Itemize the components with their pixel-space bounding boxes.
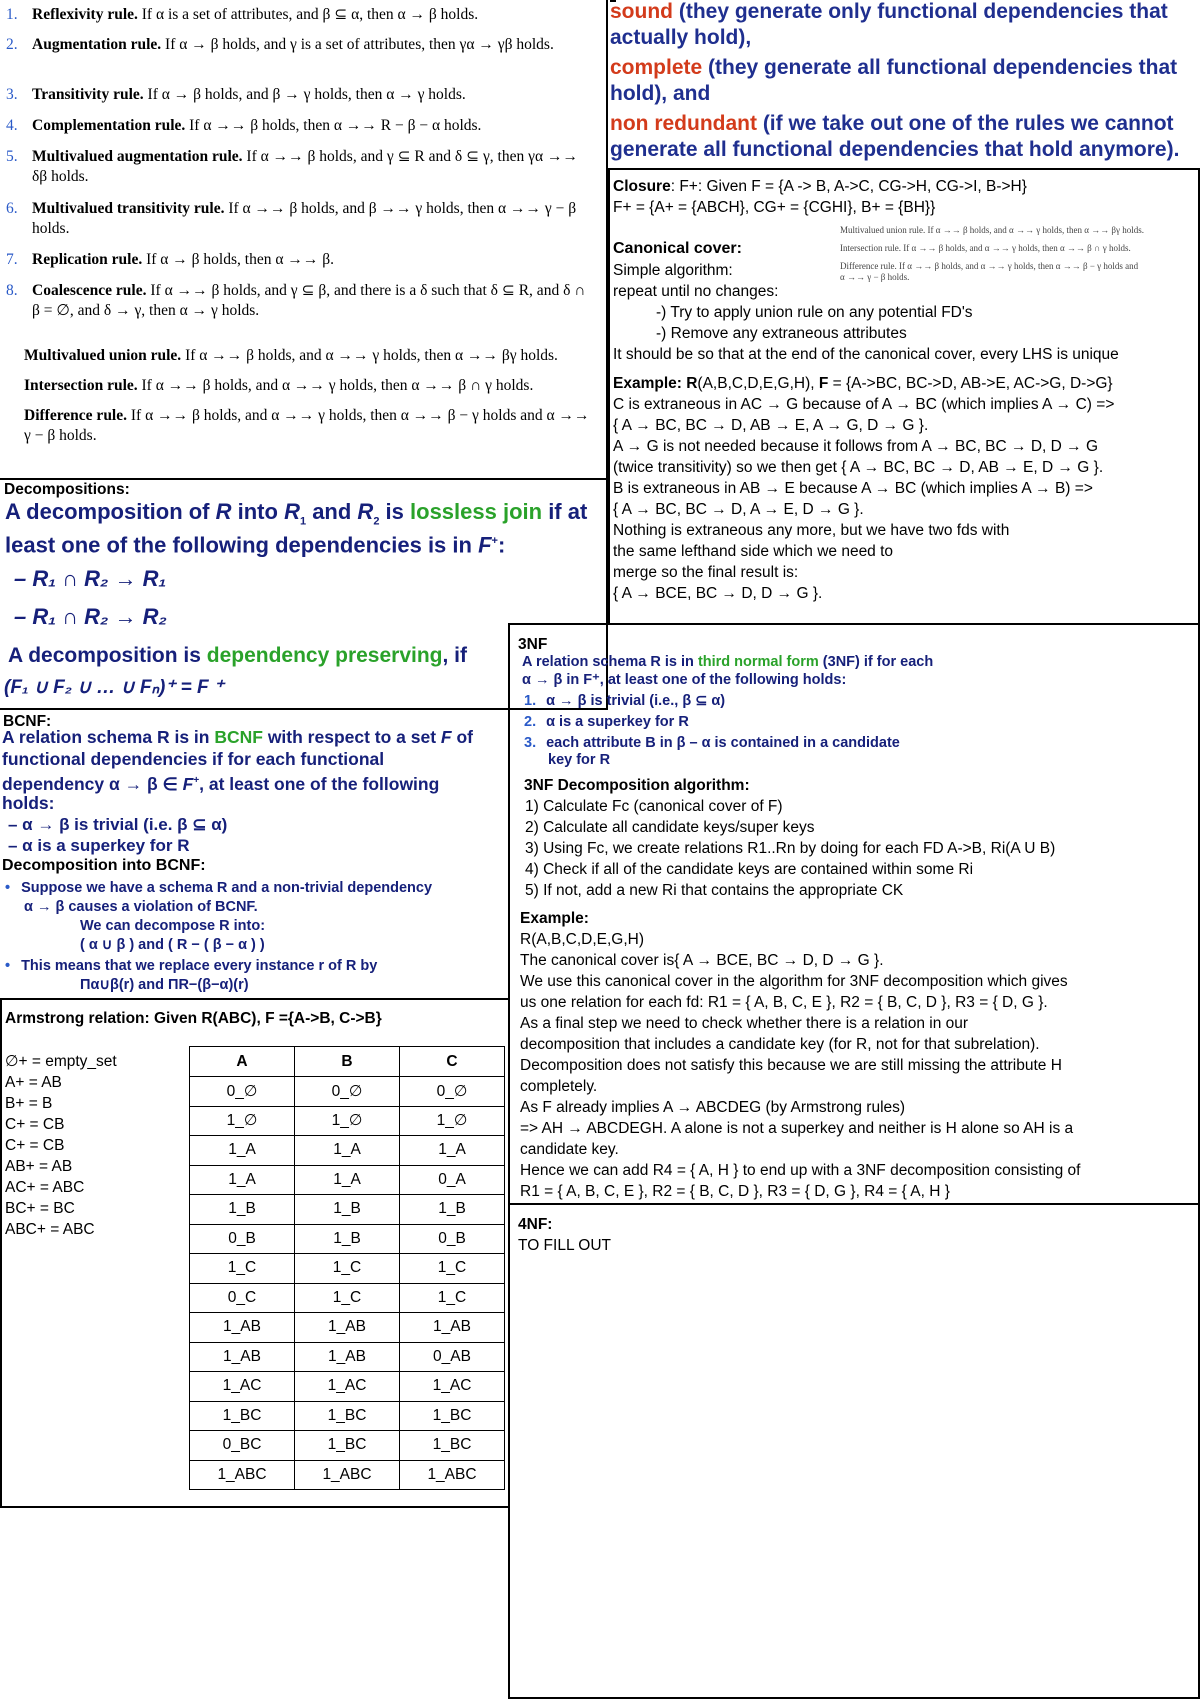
example-line: C is extraneous in AC → G because of A → BC (which implies A → C) =>	[613, 396, 1115, 413]
text-fragment: A decomposition is	[8, 644, 207, 667]
complete-label: complete	[610, 56, 703, 79]
example-line: Decomposition does not satisfy this because we are still missing the attribute H	[520, 1057, 1062, 1074]
table-row	[190, 1372, 505, 1402]
closure-line: C+ = CB	[5, 1137, 65, 1154]
rule-text: If α →→ β holds, and γ ⊆ β, and there is a δ such that δ ⊆ R, and δ ∩ β = ∅, and δ → γ, then α → γ holds.	[32, 282, 586, 319]
table-row	[190, 1460, 505, 1490]
closure-line: ABC+ = ABC	[5, 1221, 95, 1238]
table-cell: 1_C	[190, 1254, 295, 1284]
example-line: completely.	[520, 1078, 598, 1095]
lhs-unique-note: It should be so that at the end of the canonical cover, every LHS is unique	[613, 346, 1119, 363]
bcnf-decomposition-formula: ( α ∪ β ) and ( R − ( β − α ) )	[80, 937, 265, 953]
closure-line: B+ = B	[5, 1095, 53, 1112]
armstrong-title: Armstrong relation: Given R(ABC), F ={A->B, C->B}	[5, 1010, 382, 1027]
bullet-icon: •	[5, 880, 11, 896]
3nf-algorithm-title: 3NF Decomposition algorithm:	[524, 777, 750, 794]
example-line: R(A,B,C,D,E,G,H)	[520, 931, 645, 948]
table-header: C	[400, 1047, 505, 1077]
table-row	[190, 1313, 505, 1343]
4nf-body: TO FILL OUT	[518, 1237, 612, 1254]
table-cell: 1_A	[400, 1136, 505, 1166]
rule-name: Difference rule.	[24, 407, 127, 424]
table-cell: 1_B	[400, 1195, 505, 1225]
table-row	[190, 1195, 505, 1225]
rule-text: If α is a set of attributes, and β ⊆ α, then α → β holds.	[141, 6, 479, 23]
bcnf-bullet-text: α → β causes a violation of BCNF.	[24, 899, 258, 915]
bullet-icon: •	[5, 958, 11, 974]
rule-name: Multivalued transitivity rule.	[32, 200, 225, 217]
table-cell: 1_BC	[190, 1401, 295, 1431]
rule-text: If α →→ β holds, and γ ⊆ R and δ ⊆ γ, then γα →→ δβ holds.	[32, 148, 578, 185]
example-result: R1 = { A, B, C, E }, R2 = { B, C, D }, R3 = { D, G }, R4 = { A, H }	[520, 1183, 950, 1200]
rule-text: If α →→ β holds, then α →→ R − β − α holds.	[189, 117, 482, 134]
4nf-panel	[508, 1203, 1200, 1699]
text-fragment: 1.	[524, 693, 537, 709]
simple-algorithm-label: Simple algorithm:	[613, 262, 733, 279]
rule-name: Transitivity rule.	[32, 86, 144, 103]
table-row	[190, 1077, 505, 1107]
text-fragment: is in	[169, 727, 215, 747]
example-line: { A → BC, BC → D, A → E, D → G }.	[613, 501, 864, 518]
table-row	[190, 1254, 505, 1284]
bcnf-term: BCNF	[214, 727, 263, 747]
example-line: We use this canonical cover in the algorithm for 3NF decomposition which gives	[520, 973, 1068, 990]
tiny-rule-text: Intersection rule. If α →→ β holds, and α →→ γ holds, then α →→ β ∩ γ holds.	[840, 243, 1131, 253]
example-line: As F already implies A → ABCDEG (by Armstrong rules)	[520, 1099, 906, 1116]
text-fragment: A relation schema R is in	[522, 654, 698, 670]
bcnf-def-line: functional dependencies if for each functional	[2, 749, 385, 769]
text-fragment: F	[478, 532, 492, 558]
table-cell: 1_ABC	[400, 1460, 505, 1490]
text-fragment: (3NF) if for each	[818, 654, 934, 670]
example-line: => AH → ABCDEGH. A alone is not a superkey and neither is H alone so AH is a	[520, 1120, 1074, 1137]
non-redundant-label: non redundant	[610, 112, 757, 135]
example-label: Example:	[613, 375, 682, 392]
example-line: B is extraneous in AB → E because A → BC (which implies A → B) =>	[613, 480, 1093, 497]
rule-name: Multivalued union rule.	[24, 347, 182, 364]
rule-text: If α →→ β holds, and α →→ γ holds, then α →→ β − γ holds and α →→ γ − β holds.	[24, 407, 590, 444]
example-line: As a final step we need to check whether there is a relation in our	[520, 1015, 969, 1032]
table-cell: 1_∅	[190, 1106, 295, 1136]
rule-number: 4.	[6, 117, 18, 134]
table-cell: 1_AB	[295, 1313, 400, 1343]
bcnf-panel	[0, 710, 510, 1000]
algorithm-step: -) Remove any extraneous attributes	[656, 325, 907, 342]
table-row	[190, 1431, 505, 1461]
text-fragment: each attribute B in β – α is contained in a candidate	[546, 735, 900, 751]
table-cell: 0_B	[400, 1224, 505, 1254]
non-redundant-text: (if we take out one of the rules we cannot	[756, 112, 1174, 135]
dependency-preserving-formula: (F₁ ∪ F₂ ∪ … ∪ Fₙ)⁺ = F ⁺	[4, 677, 224, 698]
table-cell: 1_BC	[400, 1401, 505, 1431]
table-cell: 0_A	[400, 1165, 505, 1195]
example-line: merge so the final result is:	[613, 564, 799, 581]
example-line: { A → BC, BC → D, AB → E, A → G, D → G }.	[613, 417, 929, 434]
table-cell: 1_A	[295, 1165, 400, 1195]
example-r: R	[681, 375, 698, 392]
rule-name: Replication rule.	[32, 251, 143, 268]
text-fragment: and	[306, 499, 358, 524]
sound-label: sound	[610, 0, 673, 23]
example-schema: (A,B,C,D,E,G,H),	[697, 375, 819, 392]
example-line: Nothing is extraneous any more, but we have two fds with	[613, 522, 1010, 539]
canonical-cover-title: Canonical cover:	[613, 240, 742, 257]
rule-name: Augmentation rule.	[32, 36, 162, 53]
4nf-title: 4NF:	[518, 1216, 553, 1233]
rule-text: If α →→ β holds, and α →→ γ holds, then α →→ β ∩ γ holds.	[141, 377, 534, 394]
rule-number: 5.	[6, 148, 18, 165]
table-cell: 1_∅	[295, 1106, 400, 1136]
example-line: (twice transitivity) so we then get { A → BC, BC → D, AB → E, D → G }.	[613, 459, 1104, 476]
complete-text: (they generate all functional dependencies that	[702, 56, 1178, 79]
closure-label: Closure	[613, 178, 671, 195]
rule-name: Multivalued augmentation rule.	[32, 148, 243, 165]
example-fds: = {A->BC, BC->D, AB->E, AC->G, D->G}	[828, 375, 1113, 392]
example-line: candidate key.	[520, 1141, 619, 1158]
table-cell: 1_∅	[400, 1106, 505, 1136]
table-cell: 0_AB	[400, 1342, 505, 1372]
table-cell: 1_BC	[295, 1431, 400, 1461]
bcnf-def-line: holds:	[2, 793, 55, 813]
bcnf-condition: – α is a superkey for R	[8, 836, 190, 855]
non-redundant-text-2: generate all functional dependencies that hold anymore).	[610, 138, 1180, 161]
text-fragment: α is a superkey for R	[546, 714, 689, 730]
rule-text: If α → β holds, and β → γ holds, then α → γ holds.	[147, 86, 466, 103]
text-fragment: R	[215, 499, 232, 524]
text-fragment: +	[491, 535, 498, 547]
table-cell: 1_ABC	[295, 1460, 400, 1490]
text-fragment: Suppose we have a schema R and a non-trivial dependency	[21, 880, 433, 896]
rule-text: If α →→ β holds, and β →→ γ holds, then α →→ γ − β holds.	[32, 200, 577, 237]
table-cell: 1_AB	[400, 1313, 505, 1343]
table-cell: 0_∅	[190, 1077, 295, 1107]
example-line: the same lefthand side which we need to	[613, 543, 894, 560]
3nf-def-line: α → β in F⁺, at least one of the following holds:	[522, 672, 847, 688]
table-row	[190, 1401, 505, 1431]
3nf-example-title: Example:	[520, 910, 589, 927]
bcnf-title: BCNF:	[3, 713, 52, 730]
table-cell: 1_BC	[400, 1431, 505, 1461]
table-header: B	[295, 1047, 400, 1077]
text-fragment: least one of the following dependencies is in	[5, 532, 479, 558]
table-cell: 1_AB	[295, 1342, 400, 1372]
text-fragment: of	[451, 727, 474, 747]
text-fragment: F	[182, 773, 194, 794]
tiny-rule-text: α →→ γ − β holds.	[840, 272, 910, 282]
rule-name: Reflexivity rule.	[32, 6, 138, 23]
text-fragment: , at least one of the following	[199, 773, 440, 794]
example-line: Hence we can add R4 = { A, H } to end up with a 3NF decomposition consisting of	[520, 1162, 1081, 1179]
text-fragment: R	[156, 727, 170, 747]
text-fragment: if at	[542, 499, 588, 524]
closure-canonical-panel	[608, 168, 1200, 625]
rule-text: If α →→ β holds, and α →→ γ holds, then α →→ βγ holds.	[185, 347, 558, 364]
3nf-title: 3NF	[518, 636, 548, 653]
text-fragment: +	[193, 775, 200, 786]
table-cell: 1_A	[295, 1136, 400, 1166]
armstrong-relation-panel	[0, 1000, 510, 1508]
algorithm-step: 1) Calculate Fc (canonical cover of F)	[525, 798, 783, 815]
table-cell: 1_AC	[295, 1372, 400, 1402]
table-row	[190, 1106, 505, 1136]
table-row	[190, 1224, 505, 1254]
rule-number: 7.	[6, 251, 18, 268]
table-cell: 1_C	[400, 1254, 505, 1284]
table-cell: 1_B	[295, 1224, 400, 1254]
dependency-preserving-term: dependency preserving	[206, 644, 443, 667]
3nf-panel	[508, 623, 1200, 1205]
table-cell: 1_C	[400, 1283, 505, 1313]
table-cell: 1_C	[295, 1283, 400, 1313]
algorithm-step: 4) Check if all of the candidate keys are contained within some Ri	[525, 861, 974, 878]
table-row	[190, 1283, 505, 1313]
closure-line: AB+ = AB	[5, 1158, 73, 1175]
closure-line: C+ = CB	[5, 1116, 65, 1133]
closure-line: BC+ = BC	[5, 1200, 75, 1217]
text-fragment: R	[357, 499, 374, 524]
text-fragment: with respect to a set	[262, 727, 441, 747]
tiny-rule-text: Difference rule. If α →→ β holds, and α →→ γ holds, then α →→ β − γ holds and	[840, 261, 1139, 271]
bcnf-condition: – α → β is trivial (i.e. β ⊆ α)	[8, 815, 228, 834]
table-cell: 0_BC	[190, 1431, 295, 1461]
text-fragment: 3.	[524, 735, 537, 751]
closure-result: F+ = {A+ = {ABCH}, CG+ = {CGHI}, B+ = {BH}}	[613, 199, 936, 216]
example-line: A → G is not needed because it follows from A → BC, BC → D, D → G	[613, 438, 1098, 455]
armstrong-table	[189, 1046, 505, 1490]
bcnf-bullet-text: We can decompose R into:	[80, 918, 266, 934]
text-fragment: 2	[373, 515, 380, 528]
rule-text: If α → β holds, then α →→ β.	[146, 251, 334, 268]
bcnf-projection-formula: Πα∪β(r) and ΠR−(β−α)(r)	[80, 977, 249, 993]
text-fragment: R	[284, 499, 300, 524]
rule-number: 2.	[6, 36, 18, 53]
example-result: { A → BCE, BC → D, D → G }.	[613, 585, 823, 602]
text-fragment: α → β is trivial (i.e., β ⊆ α)	[546, 693, 726, 709]
table-cell: 1_AB	[190, 1342, 295, 1372]
table-row	[190, 1342, 505, 1372]
rules-properties-panel	[610, 0, 1200, 165]
table-cell: 1_A	[190, 1136, 295, 1166]
3nf-term: third normal form	[697, 654, 819, 670]
table-cell: 1_A	[190, 1165, 295, 1195]
table-header: A	[190, 1047, 295, 1077]
algorithm-step: -) Try to apply union rule on any potential FD's	[656, 304, 973, 321]
rule-text: If α → β holds, and γ is a set of attributes, then γα → γβ holds.	[165, 36, 554, 53]
rule-name: Complementation rule.	[32, 117, 186, 134]
inference-rules-panel	[0, 0, 608, 480]
table-row	[190, 1136, 505, 1166]
example-line: decomposition that includes a candidate key (for R, not for that subrelation).	[520, 1036, 1040, 1053]
table-cell: 0_∅	[400, 1077, 505, 1107]
complete-text-2: hold), and	[610, 82, 711, 105]
closure-line: AC+ = ABC	[5, 1179, 85, 1196]
example-line: The canonical cover is{ A → BCE, BC → D, D → G }.	[520, 952, 884, 969]
table-row	[190, 1165, 505, 1195]
text-fragment: F	[440, 727, 452, 747]
text-fragment: is	[379, 499, 411, 524]
algorithm-step: 5) If not, add a new Ri that contains the appropriate CK	[525, 882, 904, 899]
table-cell: 1_ABC	[190, 1460, 295, 1490]
table-cell: 1_AB	[190, 1313, 295, 1343]
lossless-join-term: lossless join	[410, 499, 543, 524]
text-fragment: :	[497, 532, 506, 558]
dependency-1: – R₁ ∩ R₂ → R₁	[14, 566, 167, 591]
text-fragment: dependency α → β ∈	[2, 773, 183, 794]
rule-name: Coalescence rule.	[32, 282, 147, 299]
closure-line: : F+: Given F = {A -> B, A->C, CG->H, CG->I, B->H}	[670, 178, 1027, 195]
decompositions-title: Decompositions:	[4, 481, 130, 498]
rule-number: 3.	[6, 86, 18, 103]
table-cell: 1_B	[190, 1195, 295, 1225]
algorithm-step: 3) Using Fc, we create relations R1..Rn by doing for each FD A->B, Ri(A U B)	[525, 840, 1056, 857]
text-fragment: 1	[299, 515, 307, 528]
rule-number: 1.	[6, 6, 18, 23]
rule-number: 6.	[6, 200, 18, 217]
rule-number: 8.	[6, 282, 18, 299]
sound-text-2: actually hold),	[610, 26, 752, 49]
table-cell: 1_B	[295, 1195, 400, 1225]
table-cell: 0_B	[190, 1224, 295, 1254]
table-cell: 1_BC	[295, 1401, 400, 1431]
text-fragment: 2.	[524, 714, 537, 730]
table-cell: 1_AC	[400, 1372, 505, 1402]
repeat-line: repeat until no changes:	[613, 283, 779, 300]
closure-line: A+ = AB	[5, 1074, 62, 1091]
text-fragment: This means that we replace every instance r of R by	[21, 958, 378, 974]
dependency-2: – R₁ ∩ R₂ → R₂	[14, 604, 167, 629]
example-f: F	[818, 375, 829, 392]
text-fragment: into	[231, 499, 285, 524]
table-cell: 0_∅	[295, 1077, 400, 1107]
bcnf-decomposition-title: Decomposition into BCNF:	[2, 857, 206, 874]
text-fragment: A relation schema	[2, 727, 157, 747]
closure-line: ∅+ = empty_set	[5, 1053, 117, 1070]
table-cell: 1_C	[295, 1254, 400, 1284]
table-cell: 0_C	[190, 1283, 295, 1313]
algorithm-step: 2) Calculate all candidate keys/super keys	[525, 819, 815, 836]
text-fragment: , if	[442, 644, 467, 667]
tiny-rule-text: Multivalued union rule. If α →→ β holds, and α →→ γ holds, then α →→ βγ holds.	[840, 225, 1144, 235]
example-line: us one relation for each fd: R1 = { A, B, C, E }, R2 = { B, C, D }, R3 = { D, G }.	[520, 994, 1048, 1011]
rule-name: Intersection rule.	[24, 377, 138, 394]
table-cell: 1_AC	[190, 1372, 295, 1402]
sound-text: (they generate only functional dependencies that	[673, 0, 1168, 23]
text-fragment: A decomposition of	[5, 499, 216, 524]
3nf-condition-cont: key for R	[548, 752, 611, 768]
